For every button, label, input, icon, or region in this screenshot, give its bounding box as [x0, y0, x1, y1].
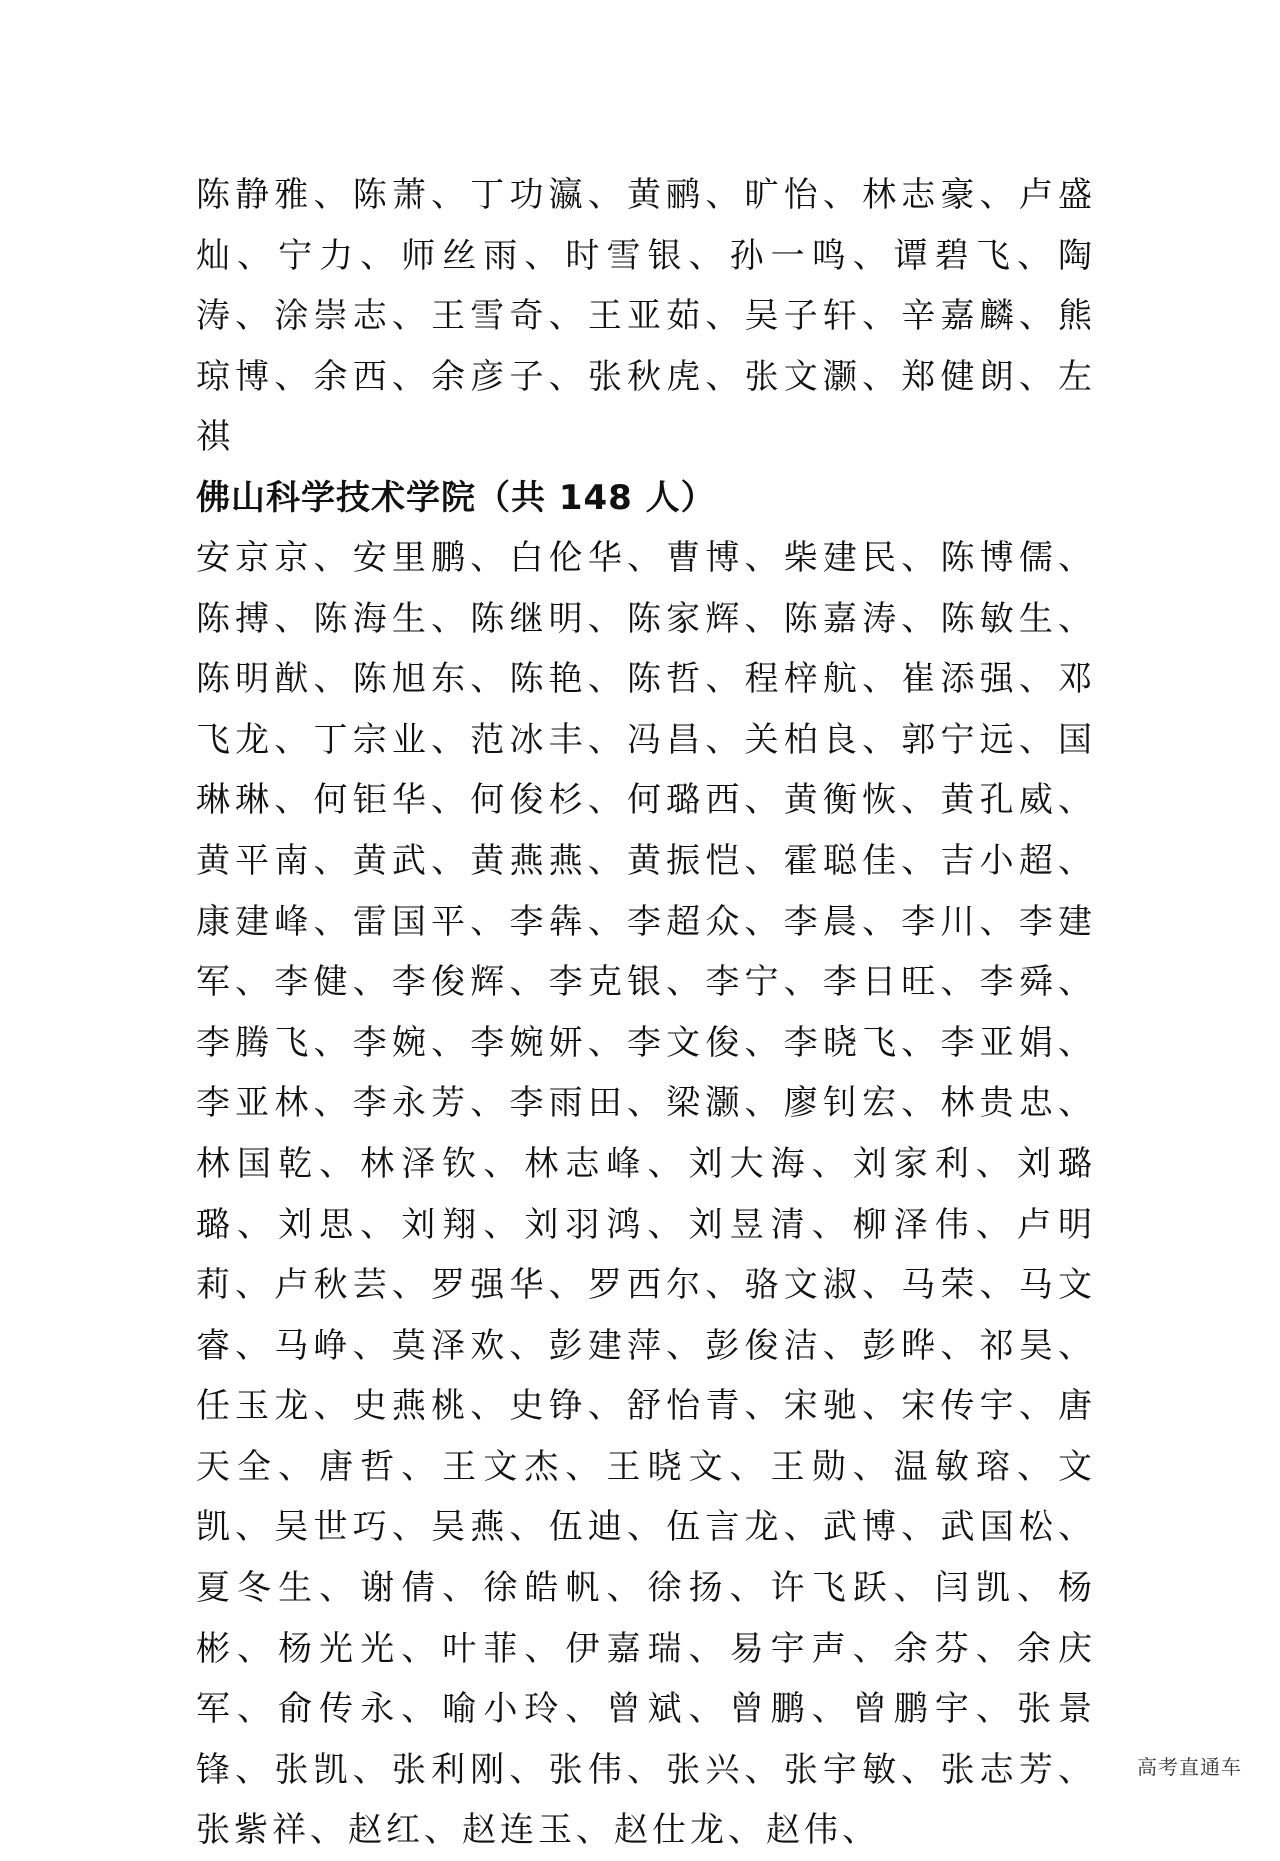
section-name-list: 安京京、安里鹏、白伦华、曹博、柴建民、陈博儒、陈搏、陈海生、陈继明、陈家辉、陈嘉涛、陈敏生、陈明猷、陈旭东、陈艳、陈哲、程梓航、崔添强、邓飞龙、丁宗业、范冰丰、冯昌、关柏良、郭宁远、国琳琳、何钜华、何俊杉、何璐西、黄衡恢、黄孔威、黄平南、黄武、黄燕燕、黄振恺、霍聪佳、吉小超、康建峰、雷国平、李犇、李超众、李晨、李川、李建军、李健、李俊辉、李克银、李宁、李日旺、李舜、李腾飞、李婉、李婉妍、李文俊、李晓飞、李亚娟、李亚林、李永芳、李雨田、梁灏、廖钊宏、林贵忠、林国乾、林泽钦、林志峰、刘大海、刘家利、刘璐璐、刘思、刘翔、刘羽鸿、刘昱清、柳泽伟、卢明莉、卢秋芸、罗强华、罗西尔、骆文淑、马荣、马文睿、马峥、莫泽欢、彭建萍、彭俊洁、彭晔、祁昊、任玉龙、史燕桃、史铮、舒怡青、宋驰、宋传宇、唐天全、唐哲、王文杰、王晓文、王勋、温敏瑢、文凯、吴世巧、吴燕、伍迪、伍言龙、武博、武国松、夏冬生、谢倩、徐皓帆、徐扬、许飞跃、闫凯、杨彬、杨光光、叶菲、伊嘉瑞、易宇声、余芬、余庆军、俞传永、喻小玲、曾斌、曾鹏、曾鹏宇、张景锋、张凯、张利刚、张伟、张兴、张宇敏、张志芳、张紫祥、赵红、赵连玉、赵仕龙、赵伟、 — [196, 537, 1096, 1851]
section-heading: 佛山科学技术学院（共 148 人） — [196, 477, 716, 518]
watermark-text: 高考直通车 — [1137, 1755, 1242, 1779]
document-page — [196, 165, 1096, 1861]
previous-list-names: 陈静雅、陈萧、丁功瀛、黄鹂、旷怡、林志豪、卢盛灿、宁力、师丝雨、时雪银、孙一鸣、谭碧飞、陶涛、涂崇志、王雪奇、王亚茹、吴子轩、辛嘉麟、熊琼博、余西、余彦子、张秋虎、张文灏、郑健朗、左祺 — [196, 175, 1096, 458]
